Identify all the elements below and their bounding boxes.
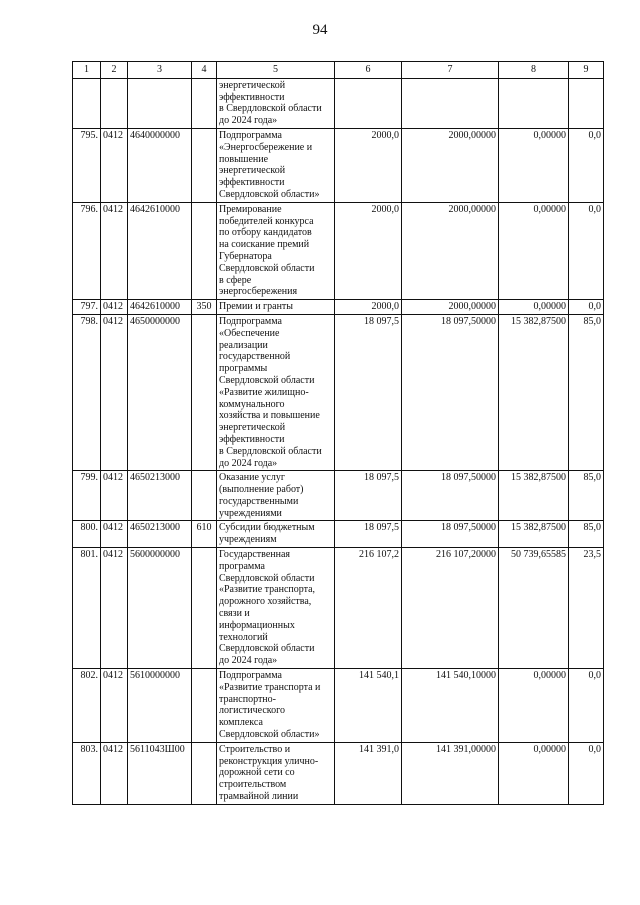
amount-detailed-cell-text: 141 391,00000 <box>436 743 496 755</box>
amount-detailed-cell <box>402 521 499 548</box>
percent-cell-text: 0,0 <box>588 129 601 141</box>
target-article-cell <box>128 742 192 804</box>
executed-amount-cell-text: 0,00000 <box>533 301 566 313</box>
table-row <box>73 300 604 315</box>
amount-cell <box>335 78 402 128</box>
item-name-cell <box>217 202 335 299</box>
row-number-cell <box>73 548 101 669</box>
table-row <box>73 128 604 202</box>
target-article-cell <box>128 471 192 521</box>
amount-cell <box>335 202 402 299</box>
item-name-cell-text: Премирование победителей конкурса по отбору кандидатов на соискание премий Губернатора Свердловской области в сфере энергосбережения <box>219 203 315 298</box>
executed-amount-cell <box>499 669 569 743</box>
executed-amount-cell <box>499 128 569 202</box>
expense-type-cell <box>192 471 217 521</box>
amount-cell <box>335 669 402 743</box>
target-article-cell <box>128 521 192 548</box>
row-number-cell-text: 800. <box>80 522 98 534</box>
amount-cell-text: 2000,0 <box>371 203 399 215</box>
row-number-cell <box>73 300 101 315</box>
section-code-cell-text: 0412 <box>103 203 123 215</box>
amount-cell-text: 18 097,5 <box>364 315 399 327</box>
executed-amount-cell <box>499 314 569 470</box>
row-number-cell <box>73 78 101 128</box>
row-number-cell-text: 802. <box>80 670 98 682</box>
item-name-cell-text: Оказание услуг (выполнение работ) государственными учреждениями <box>219 472 304 519</box>
item-name-cell <box>217 78 335 128</box>
target-article-cell-text: 5610000000 <box>130 670 180 682</box>
amount-cell <box>335 521 402 548</box>
target-article-cell <box>128 314 192 470</box>
amount-detailed-cell-text: 18 097,50000 <box>441 315 496 327</box>
row-number-cell <box>73 202 101 299</box>
row-number-cell <box>73 128 101 202</box>
executed-amount-cell-text: 0,00000 <box>533 670 566 682</box>
header-cell: 3 <box>128 62 192 79</box>
target-article-cell-text: 4650213000 <box>130 522 180 534</box>
item-name-cell <box>217 471 335 521</box>
section-code-cell-text: 0412 <box>103 743 123 755</box>
amount-cell <box>335 300 402 315</box>
target-article-cell-text: 5600000000 <box>130 549 180 561</box>
target-article-cell-text: 4650213000 <box>130 472 180 484</box>
section-code-cell <box>101 548 128 669</box>
executed-amount-cell <box>499 521 569 548</box>
section-code-cell <box>101 202 128 299</box>
row-number-cell-text: 803. <box>80 743 98 755</box>
amount-cell-text: 2000,0 <box>371 301 399 313</box>
percent-cell <box>569 548 604 669</box>
percent-cell-text: 0,0 <box>588 670 601 682</box>
expense-type-cell <box>192 300 217 315</box>
item-name-cell <box>217 521 335 548</box>
amount-detailed-cell-text: 2000,00000 <box>448 301 496 313</box>
executed-amount-cell <box>499 471 569 521</box>
section-code-cell <box>101 300 128 315</box>
amount-detailed-cell <box>402 78 499 128</box>
item-name-cell-text: Государственная программа Свердловской области «Развитие транспорта, дорожного хозяйства, связи и информационных технологий Свердловской области до 2024 года» <box>219 549 316 667</box>
percent-cell <box>569 314 604 470</box>
executed-amount-cell-text: 15 382,87500 <box>511 315 566 327</box>
item-name-cell-text: Строительство и реконструкция улично- дорожной сети со строительством трамвайной линии <box>219 743 319 803</box>
section-code-cell <box>101 521 128 548</box>
item-name-cell-text: энергетической эффективности в Свердловской области до 2024 года» <box>219 79 322 127</box>
item-name-cell-text: Субсидии бюджетным учреждениям <box>219 522 315 546</box>
target-article-cell <box>128 128 192 202</box>
table-row <box>73 669 604 743</box>
item-name-cell <box>217 742 335 804</box>
header-cell: 8 <box>499 62 569 79</box>
executed-amount-cell-text: 0,00000 <box>533 129 566 141</box>
target-article-cell-text: 4642610000 <box>130 203 180 215</box>
executed-amount-cell <box>499 78 569 128</box>
header-cell: 1 <box>73 62 101 79</box>
amount-cell-text: 2000,0 <box>371 129 399 141</box>
section-code-cell-text: 0412 <box>103 522 123 534</box>
amount-detailed-cell <box>402 128 499 202</box>
target-article-cell-text: 5611043Ш00 <box>130 743 185 755</box>
executed-amount-cell <box>499 300 569 315</box>
amount-detailed-cell <box>402 548 499 669</box>
target-article-cell <box>128 669 192 743</box>
section-code-cell <box>101 742 128 804</box>
amount-detailed-cell <box>402 669 499 743</box>
row-number-cell <box>73 314 101 470</box>
amount-detailed-cell-text: 2000,00000 <box>448 129 496 141</box>
section-code-cell-text: 0412 <box>103 549 123 561</box>
row-number-cell-text: 798. <box>80 315 98 327</box>
expense-type-cell <box>192 202 217 299</box>
amount-cell-text: 18 097,5 <box>364 472 399 484</box>
percent-cell <box>569 300 604 315</box>
expense-type-cell <box>192 548 217 669</box>
section-code-cell-text: 0412 <box>103 472 123 484</box>
amount-cell-text: 216 107,2 <box>359 549 399 561</box>
amount-cell <box>335 471 402 521</box>
executed-amount-cell <box>499 548 569 669</box>
executed-amount-cell <box>499 742 569 804</box>
amount-cell <box>335 128 402 202</box>
expense-type-cell-text: 350 <box>196 301 212 313</box>
amount-detailed-cell-text: 141 540,10000 <box>436 670 496 682</box>
expense-type-cell <box>192 521 217 548</box>
executed-amount-cell-text: 0,00000 <box>533 743 566 755</box>
section-code-cell <box>101 669 128 743</box>
percent-cell <box>569 78 604 128</box>
percent-cell <box>569 669 604 743</box>
row-number-cell-text: 797. <box>80 301 98 313</box>
section-code-cell <box>101 314 128 470</box>
table-row <box>73 742 604 804</box>
amount-detailed-cell-text: 18 097,50000 <box>441 522 496 534</box>
executed-amount-cell-text: 50 739,65585 <box>511 549 566 561</box>
amount-detailed-cell <box>402 314 499 470</box>
amount-detailed-cell <box>402 300 499 315</box>
page-number: 94 <box>312 22 328 38</box>
item-name-cell <box>217 314 335 470</box>
amount-detailed-cell <box>402 742 499 804</box>
row-number-cell-text: 796. <box>80 203 98 215</box>
header-cell: 2 <box>101 62 128 79</box>
header-cell: 6 <box>335 62 402 79</box>
percent-cell-text: 85,0 <box>583 472 601 484</box>
header-cell: 7 <box>402 62 499 79</box>
amount-detailed-cell-text: 2000,00000 <box>448 203 496 215</box>
target-article-cell <box>128 300 192 315</box>
percent-cell <box>569 521 604 548</box>
percent-cell-text: 85,0 <box>583 522 601 534</box>
amount-detailed-cell-text: 18 097,50000 <box>441 472 496 484</box>
item-name-cell <box>217 300 335 315</box>
item-name-cell <box>217 669 335 743</box>
amount-cell-text: 141 391,0 <box>359 743 399 755</box>
percent-cell <box>569 128 604 202</box>
item-name-cell-text: Подпрограмма «Энергосбережение и повышение энергетической эффективности Свердловской области» <box>219 129 320 200</box>
target-article-cell-text: 4650000000 <box>130 315 180 327</box>
target-article-cell-text: 4642610000 <box>130 301 180 313</box>
percent-cell-text: 0,0 <box>588 301 601 313</box>
header-cell: 5 <box>217 62 335 79</box>
section-code-cell <box>101 471 128 521</box>
item-name-cell <box>217 128 335 202</box>
section-code-cell <box>101 128 128 202</box>
executed-amount-cell <box>499 202 569 299</box>
executed-amount-cell-text: 0,00000 <box>533 203 566 215</box>
table-row <box>73 314 604 470</box>
executed-amount-cell-text: 15 382,87500 <box>511 472 566 484</box>
target-article-cell <box>128 202 192 299</box>
percent-cell-text: 0,0 <box>588 203 601 215</box>
amount-detailed-cell <box>402 471 499 521</box>
percent-cell-text: 23,5 <box>583 549 601 561</box>
header-cell: 4 <box>192 62 217 79</box>
row-number-cell-text: 795. <box>80 129 98 141</box>
expense-type-cell-text: 610 <box>196 522 212 534</box>
budget-table <box>72 61 604 805</box>
table-header-row <box>73 62 604 79</box>
percent-cell-text: 85,0 <box>583 315 601 327</box>
row-number-cell-text: 799. <box>80 472 98 484</box>
section-code-cell-text: 0412 <box>103 315 123 327</box>
amount-cell-text: 141 540,1 <box>359 670 399 682</box>
expense-type-cell <box>192 314 217 470</box>
section-code-cell-text: 0412 <box>103 301 123 313</box>
executed-amount-cell-text: 15 382,87500 <box>511 522 566 534</box>
expense-type-cell <box>192 669 217 743</box>
item-name-cell-text: Подпрограмма «Обеспечение реализации государственной программы Свердловской области «Развитие жилищно- коммунального хозяйства и повышение энергетической эффективности в Свердловской области до 2024 года» <box>219 315 322 469</box>
expense-type-cell <box>192 78 217 128</box>
percent-cell <box>569 742 604 804</box>
target-article-cell-text: 4640000000 <box>130 129 180 141</box>
item-name-cell <box>217 548 335 669</box>
item-name-cell-text: Подпрограмма «Развитие транспорта и транспортно- логистического комплекса Свердловской области» <box>219 670 321 741</box>
row-number-cell <box>73 742 101 804</box>
row-number-cell-text: 801. <box>80 549 98 561</box>
expense-type-cell <box>192 128 217 202</box>
section-code-cell-text: 0412 <box>103 670 123 682</box>
amount-cell <box>335 742 402 804</box>
percent-cell-text: 0,0 <box>588 743 601 755</box>
amount-detailed-cell-text: 216 107,20000 <box>436 549 496 561</box>
table-row <box>73 471 604 521</box>
table-row <box>73 521 604 548</box>
table-row <box>73 202 604 299</box>
percent-cell <box>569 471 604 521</box>
header-cell: 9 <box>569 62 604 79</box>
item-name-cell-text: Премии и гранты <box>219 301 294 313</box>
section-code-cell-text: 0412 <box>103 129 123 141</box>
amount-cell <box>335 548 402 669</box>
table-row <box>73 78 604 128</box>
amount-cell-text: 18 097,5 <box>364 522 399 534</box>
row-number-cell <box>73 669 101 743</box>
amount-detailed-cell <box>402 202 499 299</box>
row-number-cell <box>73 471 101 521</box>
expense-type-cell <box>192 742 217 804</box>
table-row <box>73 548 604 669</box>
section-code-cell <box>101 78 128 128</box>
target-article-cell <box>128 78 192 128</box>
percent-cell <box>569 202 604 299</box>
amount-cell <box>335 314 402 470</box>
target-article-cell <box>128 548 192 669</box>
row-number-cell <box>73 521 101 548</box>
